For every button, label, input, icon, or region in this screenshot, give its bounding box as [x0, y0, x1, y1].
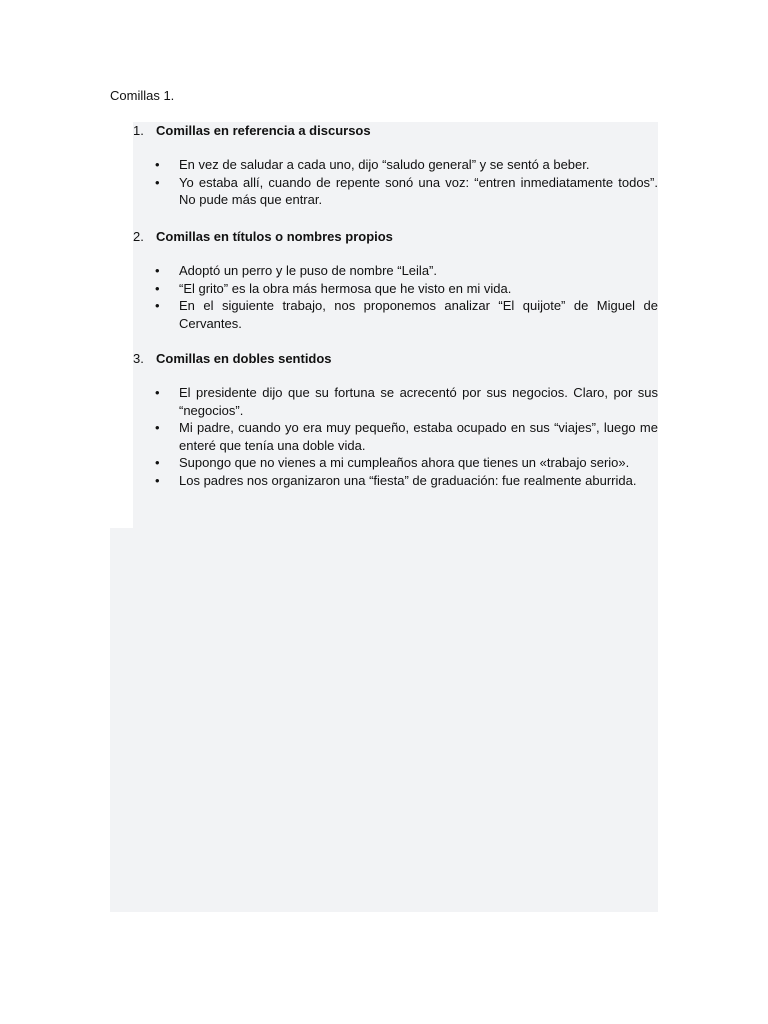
bullet-icon: • — [155, 420, 160, 435]
document-title: Comillas 1. — [110, 88, 175, 103]
bullet-icon: • — [155, 263, 160, 278]
section-number: 2. — [133, 229, 144, 244]
bullet-icon: • — [155, 455, 160, 470]
list-item-text: El presidente dijo que su fortuna se acrecentó por sus negocios. Claro, por sus “negocios”. — [179, 385, 658, 418]
bullet-icon: • — [155, 157, 160, 172]
list-item-text: En el siguiente trabajo, nos proponemos analizar “El quijote” de Miguel de Cervantes. — [179, 298, 658, 331]
bullet-list — [133, 156, 658, 209]
bullet-icon: • — [155, 298, 160, 313]
section-heading-text: Comillas en referencia a discursos — [156, 123, 371, 138]
section-2 — [133, 228, 658, 332]
list-item-text: En vez de saludar a cada uno, dijo “saludo general” y se sentó a beber. — [179, 157, 590, 172]
bullet-list — [133, 384, 658, 489]
list-item — [133, 454, 658, 472]
list-item-text: Los padres nos organizaron una “fiesta” de graduación: fue realmente aburrida. — [179, 472, 637, 488]
list-item-text: Mi padre, cuando yo era muy pequeño, estaba ocupado en sus “viajes”, luego me enteré que tenía una doble vida. — [179, 420, 658, 453]
bullet-icon: • — [155, 385, 160, 400]
section-heading-text: Comillas en dobles sentidos — [156, 351, 332, 366]
section-heading — [133, 350, 658, 368]
list-item — [133, 297, 658, 332]
bullet-icon: • — [155, 280, 160, 296]
list-item — [133, 472, 658, 490]
list-item — [133, 156, 658, 174]
section-3 — [133, 350, 658, 489]
bullet-list — [133, 262, 658, 332]
section-number: 3. — [133, 351, 144, 366]
section-heading — [133, 122, 658, 140]
section-heading-text: Comillas en títulos o nombres propios — [156, 229, 393, 244]
bullet-icon: • — [155, 174, 160, 190]
section-1 — [133, 122, 658, 209]
list-item-text: Supongo que no vienes a mi cumpleaños ahora que tienes un «trabajo serio». — [179, 455, 630, 470]
list-item — [133, 419, 658, 454]
list-item-text: “El grito” es la obra más hermosa que he visto en mi vida. — [179, 280, 512, 296]
list-item — [133, 262, 658, 280]
section-number: 1. — [133, 123, 144, 138]
section-heading — [133, 228, 658, 246]
list-item — [133, 174, 658, 209]
list-item — [133, 384, 658, 419]
list-item-text: Adoptó un perro y le puso de nombre “Leila”. — [179, 263, 437, 278]
list-item-text: Yo estaba allí, cuando de repente sonó una voz: “entren inmediatamente todos”. No pude más que entrar. — [179, 174, 658, 207]
shaded-region-bottom — [110, 528, 658, 912]
bullet-icon: • — [155, 472, 160, 488]
list-item — [133, 280, 658, 298]
